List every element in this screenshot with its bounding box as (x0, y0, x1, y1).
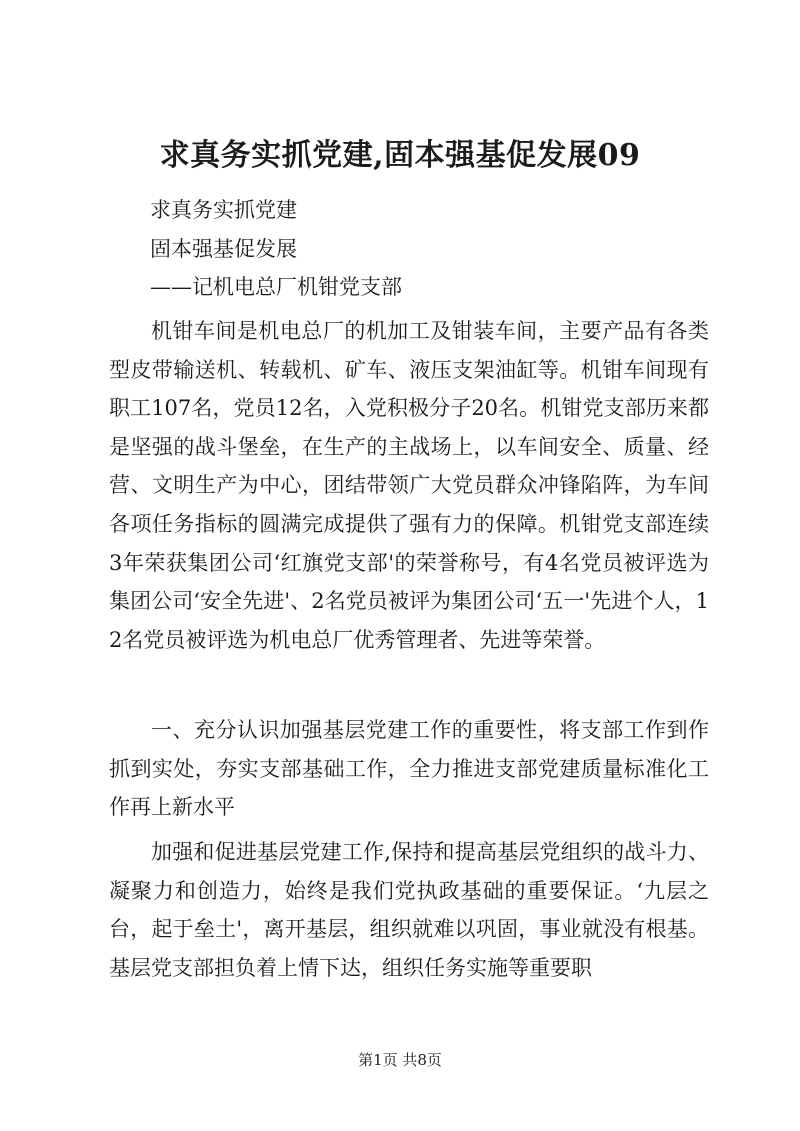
section-heading-1: 一、充分认识加强基层党建工作的重要性，将支部工作到作抓到实处，夯实支部基础工作，全力推进支部党建质量标准化工作再上新水平 (109, 718, 709, 820)
subtitle-byline: ——记机电总厂机钳党支部 (150, 275, 402, 299)
page-footer: 第1页 共8页 (358, 1051, 442, 1069)
paragraph-intro: 机钳车间是机电总厂的机加工及钳装车间，主要产品有各类型皮带输送机、转载机、矿车、液压支架油缸等。机钳车间现有职工107名，党员12名，入党积极分子20名。机钳党支部历来都是坚强的战斗堡垒，在生产的主战场上，以车间安全、质量、经营、文明生产为中心，团结带领广大党员群众冲锋陷阵，为车间各项任务指标的圆满完成提供了强有力的保障。机钳党支部连续3年荣获集团公司‘红旗党支部'的荣誉称号，有4名党员被评选为集团公司‘安全先进'、2名党员被评为集团公司‘五一'先进个人，12名党员被评选为机电总厂优秀管理者、先进等荣誉。 (109, 319, 709, 652)
paragraph-section-1: 加强和促进基层党建工作,保持和提高基层党组织的战斗力、凝聚力和创造力，始终是我们党执政基础的重要保证。‘九层之台，起于垒土'，离开基层，组织就难以巩固，事业就没有根基。基层党支部担负着上情下达，组织任务实施等重要职 (109, 840, 709, 980)
subtitle-line-1: 求真务实抓党建 (150, 198, 297, 222)
document-title: 求真务实抓党建,固本强基促发展09 (159, 138, 641, 173)
subtitle-line-2: 固本强基促发展 (150, 237, 297, 261)
